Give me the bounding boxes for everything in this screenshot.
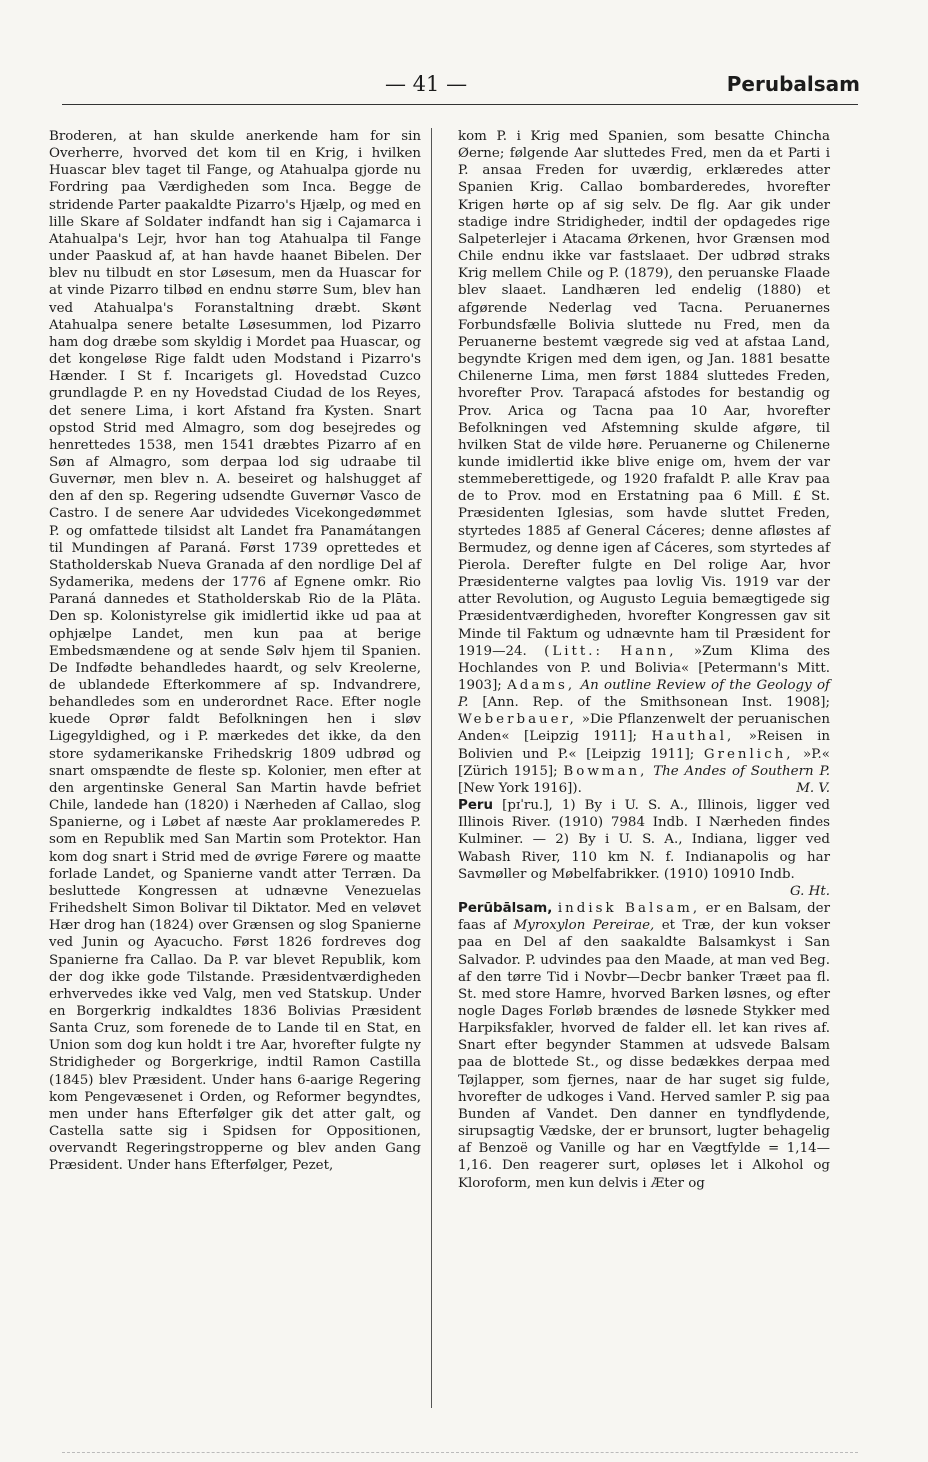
entry-text: et Træ, der kun vokser paa en Del af den saakaldte Balsamkyst i San Salvador. P. udvindes paa den Maade, at man ved Beg. af den tørre Tid i Novbr—Decbr banker Træet paa fl. St. med store Hamre, hvorved Barken løsnes, og efter nogle Dages Forløb brændes de løsnede Stykker med Harpiksfakler, hvorved de falder ell. let kan rives af. Snart efter begynder Stammen at udsvede Balsam paa de blottede St., og disse bedækkes derpaa med Tøjlapper, som fjernes, naar de har suget sig fulde, hvorefter de udkoges i Vand. Herved samler P. sig paa Bunden af Vandet. Den danner en tyndflydende, sirupsagtig Vædske, der er brunsort, lugter behagelig af Benzoë og Vanille og har en Vægtfylde = 1,14—1,16. Den reagerer surt, opløses let i Alkohol og Kloroform, men kun delvis i Æter og (458, 918, 830, 1191)
lit-source: [Leipzig 1911]; (524, 729, 638, 745)
entry-text: [pɪˈru.], 1) By i U. S. A., Illinois, ligger ved Illinois River. (1910) 7984 Indb. I Nærheden findes Kulminer. — 2) By i U. S. A., Indiana, ligger ved Wabash River, 110 km N. f. Indianapolis og har Savmøller og Møbelfabrikker. (1910) 10910 Indb. (458, 798, 830, 882)
running-head: Perubalsam (726, 72, 860, 96)
entry-peru-city (458, 797, 830, 899)
lit-title: »Reisen in Bolivien und P.« (458, 729, 830, 762)
page-header (60, 72, 860, 102)
headword-peru: Peru (458, 798, 494, 814)
lit-source: [Petermann's Mitt. 1903]; (458, 660, 830, 693)
lit-title: An outline Review of the Geology of P. (458, 678, 830, 711)
headword-perubalsam: Perūbālsam, (458, 901, 553, 917)
lit-author: Grenlich, (703, 746, 794, 762)
lit-title: The Andes of Southern P. (653, 763, 830, 779)
lit-author: Hann, (620, 643, 677, 659)
entry-peru-history (458, 128, 830, 797)
left-column (49, 128, 421, 1175)
lit-source: [Leipzig 1911]; (586, 746, 695, 762)
lit-author: Hauthal, (651, 729, 735, 745)
literature-label: (Litt.: (544, 643, 604, 659)
entry-text: er en Balsam, der faas af (458, 901, 830, 934)
lit-title: »Die Pflanzenwelt der peruanischen Anden« (458, 712, 830, 745)
lit-author: Adams, (507, 678, 576, 693)
lit-author: Weberbauer, (458, 712, 577, 728)
column-divider (431, 128, 432, 1408)
bottom-rule (62, 1452, 858, 1453)
author-signature: G. Ht. (789, 883, 830, 899)
lit-source: [Ann. Rep. of the Smithsonean Inst. 1908]; (482, 695, 830, 711)
header-rule (62, 104, 858, 105)
entry-perubalsam (458, 900, 830, 1192)
headword-subtitle: indisk Balsam, (557, 901, 701, 917)
left-column-text: Broderen, at han skulde anerkende ham for sin Overherre, hvorved det kom til en Krig, i hvilken Huascar blev taget til Fange, og Atahualpa gjorde nu Fordring paa Værdigheden som Inca. Begge de stridende Parter paakaldte Pizarro's Hjælp, og med en lille Skare af Soldater indfandt han sig i Cajamarca i Atahualpa's Lejr, hvor han tog Atahualpa til Fange under Paaskud af, at han havde haanet Bibelen. Der blev nu tilbudt en stor Løsesum, men da Huascar for at vinde Pizarro tilbød en endnu større Sum, blev han ved Atahualpa's Foranstaltning dræbt. Skønt Atahualpa senere betalte Løsesummen, lod Pizarro ham dog dræbe som skyldig i Mordet paa Huascar, og det kongeløse Rige faldt uden Modstand i Pizarro's Hænder. I St f. Incarigets gl. Hovedstad Cuzco grundlagde P. en ny Hovedstad Ciudad de los Reyes, det senere Lima, i kort Afstand fra Kysten. Snart opstod Strid med Almagro, som dog besejredes og henrettedes 1538, men 1541 dræbtes Pizarro af en Søn af Almagro, som derpaa lod sig udraabe til Guvernør, men blev n. A. beseiret og halshugget af den af den sp. Regering udsendte Guvernør Vasco de Castro. I de senere Aar udvidedes Vicekongedømmet P. og omfattede tilsidst alt Landet fra Panamátangen til Mundingen af Paraná. Først 1739 oprettedes et Statholderskab Nueva Granada af den nordlige Del af Sydamerika, medens der 1776 af Egnene omkr. Rio Paraná dannedes et Statholderskab Rio de la Plāta. Den sp. Kolonistyrelse gik imidlertid ikke ud paa at ophjælpe Landet, men kun paa at berige Embedsmændene og at sende Sølv hjem til Spanien. De Indfødte behandledes haardt, og selv Kreolerne, de ublandede Efterkommere af sp. Indvandrere, behandledes som en underordnet Race. Efter nogle kuede Oprør faldt Befolkningen hen i sløv Ligegyldighed, og i P. mærkedes det ikke, da den store sydamerikanske Frihedskrig 1809 udbrød og snart omspændte de fleste sp. Kolonier, men efter at den argentinske General San Martin havde befriet Chile, landede han (1820) i Nærheden af Callao, slog Spanierne, og i Løbet af næste Aar proklameredes P. som en Republik med San Martin som Protektor. Han kom dog snart i Strid med de øvrige Førere og maatte forlade Landet, og Spanierne vandt atter Terræn. Da besluttede Kongressen at udnævne Venezuelas Frihedshelt Simon Bolivar til Diktator. Med en veløvet Hær drog han (1824) over Grænsen og slog Spanierne ved Junin og Ayacucho. Først 1826 fordreves dog Spanierne fra Callao. Da P. var blevet Republik, kom der dog ikke gode Tilstande. Præsidentværdigheden erhvervedes ikke ved Valg, men ved Statskup. Under en Borgerkrig indkaldtes 1836 Bolivias Præsident Santa Cruz, som forenede de to Lande til en Stat, en Union som dog kun holdt i tre Aar, hvorefter fulgte ny Stridigheder og Borgerkrige, indtil Ramon Castilla (1845) blev Præsident. Under hans 6-aarige Regering kom Pengevæsenet i Orden, og Reformer begyndtes, men under hans Efterfølger gik det atter galt, og Castella satte sig i Spidsen for Oppositionen, overvandt Regeringstropperne og blev anden Gang Præsident. Under hans Efterfølger, Pezet, (49, 129, 421, 1174)
right-column (458, 128, 830, 1192)
lit-author: Bowman, (563, 763, 648, 779)
lit-title: »P.« (803, 746, 830, 762)
latin-name: Myroxylon Pereirae, (513, 918, 655, 934)
author-signature: M. V. (796, 780, 830, 796)
lit-title: »Zum Klima des Hochlandes von P. und Bolivia« (458, 643, 831, 676)
history-text: kom P. i Krig med Spanien, som besatte Chincha Øerne; følgende Aar sluttedes Fred, men da et Parti i P. ansaa Freden for uværdig, erklæredes atter Spanien Krig. Callao bombarderedes, hvorefter Krigen hørte op af sig selv. De flg. Aar gik under stadige indre Stridigheder, indtil der opdagedes rige Salpeterlejer i Atacama Ørkenen, hvor Grænsen mod Chile endnu ikke var fastslaaet. Der udbrød straks Krig mellem Chile og P. (1879), den peruanske Flaade blev slaaet. Landhæren led endelig (1880) et afgørende Nederlag ved Tacna. Peruanernes Forbundsfælle Bolivia sluttede nu Fred, men da Peruanerne bestemt vægrede sig ved at afstaa Land, begyndte Krigen med dem igen, og Jan. 1881 besatte Chilenerne Lima, men først 1884 sluttedes Freden, hvorefter Prov. Tarapacá afstodes for bestandig og Prov. Arica og Tacna paa 10 Aar, hvorefter Befolkningen ved Afstemning skulde afgøre, til hvilken Stat de vilde høre. Peruanerne og Chilenerne kunde imidlertid ikke blive enige om, hvem der var stemmeberettigede, og 1920 frafaldt P. alle Krav paa de to Prov. mod en Erstatning paa 6 Mill. £ St. Præsidenten Iglesias, som havde sluttet Freden, styrtedes 1885 af General Cáceres; denne afløstes af Bermudez, og denne igen af Cáceres, som styrtedes af Pierola. Derefter fulgte en Del rolige Aar, hvor Præsidenterne valgtes paa lovlig Vis. 1919 var der atter Revolution, og Augusto Leguia bemægtigede sig Præsidentværdigheden, hvorefter Kongressen gav sit Minde til Faktum og udnævnte ham til Præsident for 1919—24. (458, 129, 830, 659)
page-number: — 41 — (385, 72, 468, 96)
lit-source: [New York 1916]). (458, 780, 582, 796)
lit-source: [Zürich 1915]; (458, 763, 558, 779)
